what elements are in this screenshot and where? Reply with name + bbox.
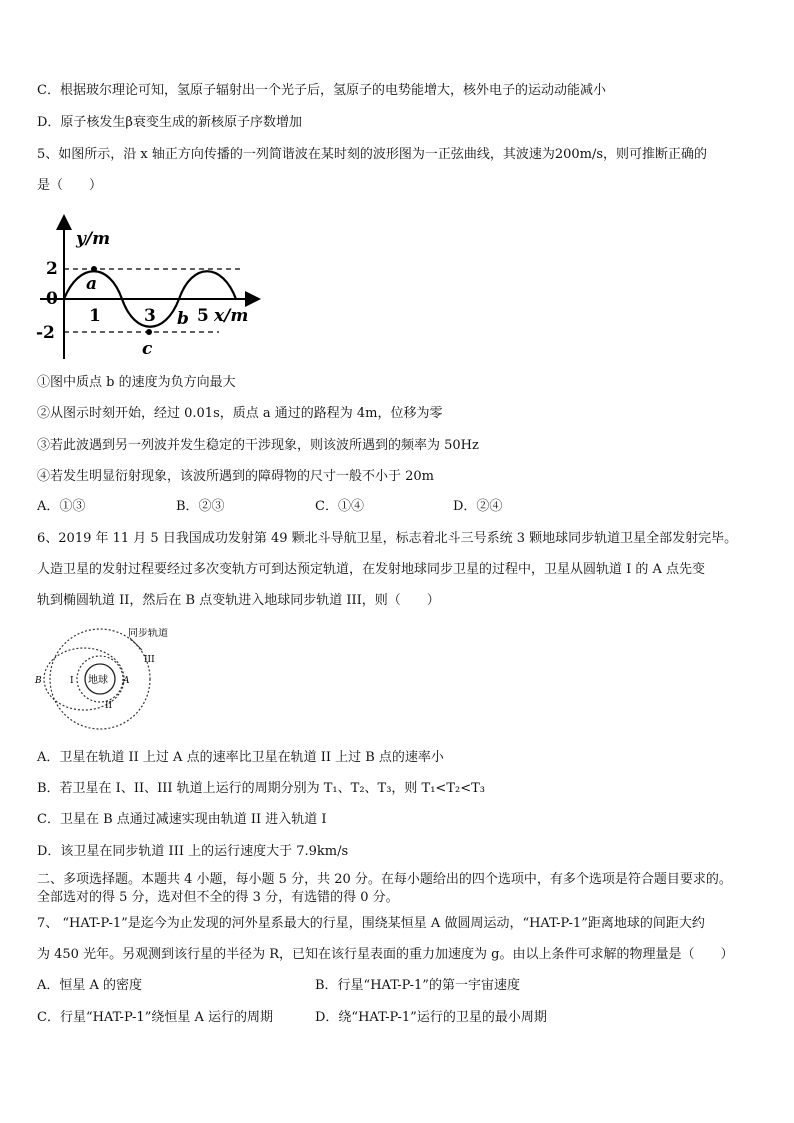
q4-option-d: D．原子核发生β衰变生成的新核原子序数增加 [37,115,302,130]
y-axis-label: y/m [76,229,111,249]
x-axis-label: x/m [214,306,249,326]
q5-option-b: B．②③ [176,499,225,514]
sync-orbit-pointer [130,638,142,650]
point-c-dot [146,329,152,335]
q6-stem-line2: 人造卫星的发射过程要经过多次变轨方可到达预定轨道，在发射地球同步卫星的过程中，卫星从圆轨道 I 的 A 点先变 [37,562,706,577]
q5-statement-3: ③若此波遇到另一列波并发生稳定的干涉现象，则该波所遇到的频率为 50Hz [37,438,479,453]
q7-option-c: C．行星“HAT-P-1”绕恒星 A 运行的周期 [37,1010,273,1025]
q6-option-b: B．若卫星在 I、II、III 轨道上运行的周期分别为 T₁、T₂、T₃，则 T₁<T₂<T₃ [37,781,485,796]
x-tick-1: 1 [89,306,101,326]
orbit-figure [30,628,170,736]
q5-option-c: C．①④ [315,499,364,514]
orbit-ii-label: II [105,701,113,711]
orbit-iii-label: III [144,655,155,665]
q6-stem-line3: 轨到椭圆轨道 II，然后在 B 点变轨进入地球同步轨道 III，则（ ） [37,593,440,608]
y-tick-2: 2 [46,259,58,279]
q7-option-a: A．恒星 A 的密度 [37,978,143,993]
q6-stem-line1: 6、2019 年 11 月 5 日我国成功发射第 49 颗北斗导航卫星，标志着北斗三号系统 3 颗地球同步轨道卫星全部发射完毕。 [37,531,738,546]
wave-figure [34,214,264,364]
q5-option-d: D．②④ [453,499,503,514]
q6-option-a: A．卫星在轨道 II 上过 A 点的速率比卫星在轨道 II 上过 B 点的速率小 [37,750,444,765]
q7-stem-line1: 7、 “HAT-P-1”是迄今为止发现的河外星系最大的行星，围绕某恒星 A 做圆周运动，“HAT-P-1”距离地球的间距大约 [37,916,705,931]
q6-option-c: C．卫星在 B 点通过减速实现由轨道 II 进入轨道 I [37,812,327,827]
orbit-i-label: I [70,676,74,686]
q6-option-d: D．该卫星在同步轨道 III 上的运行速度大于 7.9km/s [37,844,349,859]
q5-statement-1: ①图中质点 b 的速度为负方向最大 [37,375,236,390]
q7-stem-line2: 为 450 光年。另观测到该行星的半径为 R，已知在该行星表面的重力加速度为 g。由以上条件可求解的物理量是（ ） [37,947,734,962]
q7-option-d: D．绕“HAT-P-1”运行的卫星的最小周期 [315,1010,547,1025]
section2-heading-line2: 全部选对的得 5 分，选对但不全的得 3 分，有选错的得 0 分。 [37,890,399,905]
y-tick-neg2: -2 [36,323,55,343]
q4-option-c: C．根据玻尔理论可知，氢原子辐射出一个光子后，氢原子的电势能增大，核外电子的运动动能减小 [37,83,606,98]
point-c-label: c [142,339,153,359]
x-tick-5: 5 [197,306,209,326]
q7-option-b: B．行星“HAT-P-1”的第一宇宙速度 [315,978,520,993]
x-tick-3: 3 [144,306,156,326]
point-a-label: a [86,274,98,294]
point-a-dot [91,266,97,272]
y-tick-0: 0 [46,289,58,309]
q5-stem-line2: 是（ ） [37,178,103,193]
q5-stem-line1: 5、如图所示，沿 x 轴正方向传播的一列简谐波在某时刻的波形图为一正弦曲线，其波速为200m/s，则可推断正确的 [37,147,708,162]
sync-orbit-label: 同步轨道 [128,628,168,639]
earth-label: 地球 [88,675,108,686]
q5-statement-4: ④若发生明显衍射现象，该波所遇到的障碍物的尺寸一般不小于 20m [37,469,435,484]
q5-option-a: A．①③ [37,499,86,514]
point-b-label: B [35,676,42,686]
point-a-label: A [123,676,130,686]
section2-heading-line1: 二、多项选择题。本题共 4 小题，每小题 5 分，共 20 分。在每小题给出的四个选项中，有多个选项是符合题目要求的。 [37,872,732,887]
q5-statement-2: ②从图示时刻开始，经过 0.01s，质点 a 通过的路程为 4m，位移为零 [37,406,443,421]
point-b-label: b [177,309,189,329]
